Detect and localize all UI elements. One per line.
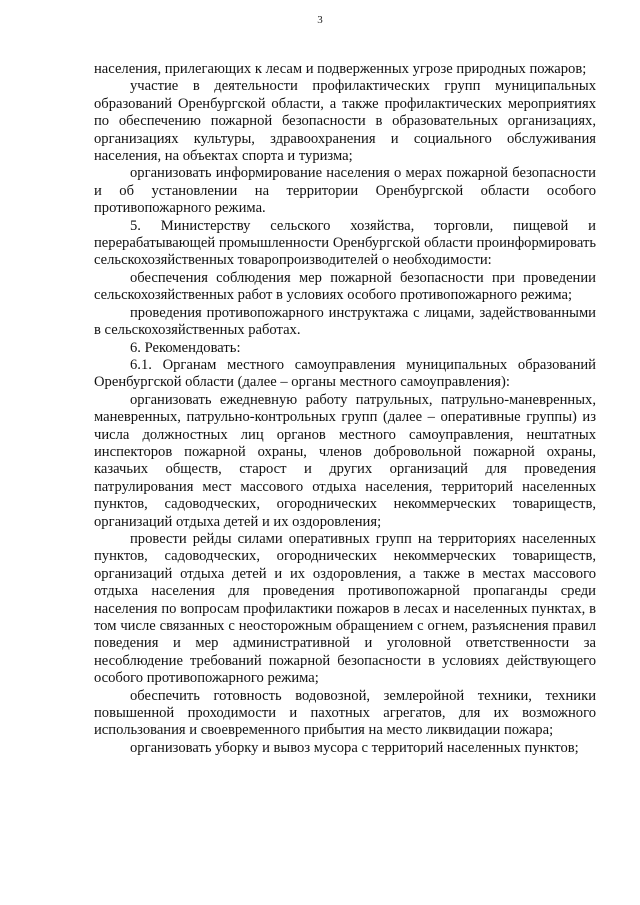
paragraph: провести рейды силами оперативных групп на территориях населенных пунктов, садоводческих, огороднических некоммерческих товариществ, организаций отдыха детей и их оздоровления, а также в местах массового отдыха населения для проведения противопожарной пропаганды среди населения по вопросам профилактики пожаров в лесах и населенных пунктах, в том числе связанных с неосторожным обращением с огнем, разъяснения правил поведения и мер административной и уголовной ответственности за несоблюдение требований пожарной безопасности в условиях действующего особого противопожарного режима; bbox=[94, 530, 596, 687]
paragraph: организовать ежедневную работу патрульных, патрульно-маневренных, маневренных, патрульно-контрольных групп (далее – оперативные группы) из числа должностных лиц органов местного самоуправления, нештатных инспекторов пожарной охраны, членов добровольной пожарной охраны, казачьих обществ, старост и других организаций для проведения патрулирования мест массового отдыха населения, территорий населенных пунктов, садоводческих, огороднических некоммерческих товариществ, организаций отдыха детей и их оздоровления; bbox=[94, 391, 596, 530]
paragraph: организовать уборку и вывоз мусора с территорий населенных пунктов; bbox=[130, 739, 579, 756]
paragraph: 6. Рекомендовать: bbox=[130, 339, 241, 356]
paragraph: 6.1. Органам местного самоуправления муниципальных образований Оренбургской области (далее – органы местного самоуправления): bbox=[94, 356, 596, 391]
document-body bbox=[94, 61, 596, 757]
paragraph: обеспечить готовность водовозной, землеройной техники, техники повышенной проходимости и пахотных агрегатов, для их возможного использования и своевременного прибытия на место ликвидации пожара; bbox=[94, 687, 596, 739]
page-number: 3 bbox=[317, 14, 323, 26]
paragraph: проведения противопожарного инструктажа с лицами, задействованными в сельскохозяйственных работах. bbox=[94, 304, 596, 339]
paragraph: участие в деятельности профилактических групп муниципальных образований Оренбургской области, а также профилактических мероприятиях по обеспечению пожарной безопасности в образовательных организациях, организациях культуры, здравоохранения и социального обслуживания населения, на объектах спорта и туризма; bbox=[94, 78, 596, 165]
paragraph: обеспечения соблюдения мер пожарной безопасности при проведении сельскохозяйственных работ в условиях особого противопожарного режима; bbox=[94, 269, 596, 304]
paragraph: организовать информирование населения о мерах пожарной безопасности и об установлении на территории Оренбургской области особого противопожарного режима. bbox=[94, 165, 596, 217]
paragraph: населения, прилегающих к лесам и подверженных угрозе природных пожаров; bbox=[94, 61, 587, 77]
paragraph: 5. Министерству сельского хозяйства, торговли, пищевой и перерабатывающей промышленности Оренбургской области проинформировать сельскохозяйственных товаропроизводителей о необходимости: bbox=[94, 217, 596, 269]
